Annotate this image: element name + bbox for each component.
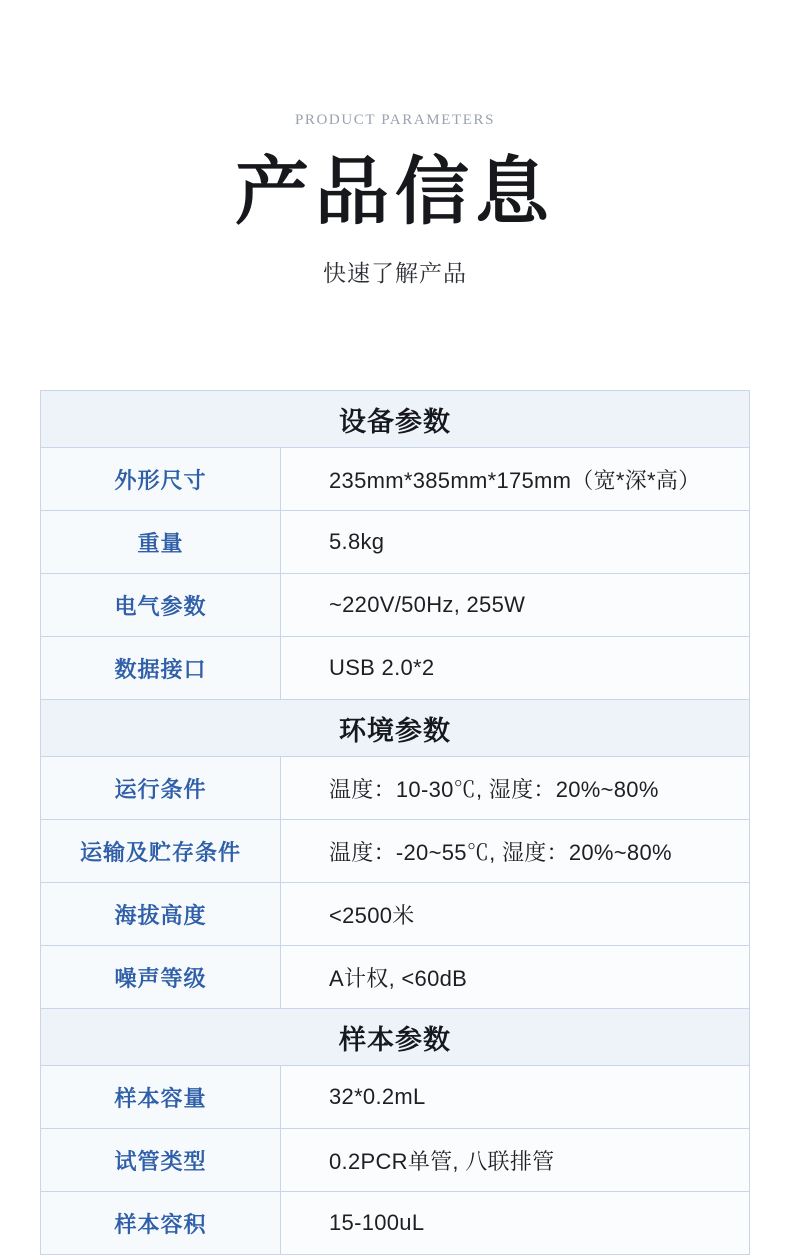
row-value-cell	[281, 1066, 749, 1128]
table-section-header	[41, 1009, 749, 1066]
header-eyebrow: PRODUCT PARAMETERS	[294, 112, 496, 128]
row-label-cell	[41, 574, 281, 636]
table-row	[41, 946, 749, 1009]
row-label-cell	[41, 946, 281, 1008]
row-label: 试管类型	[114, 1148, 207, 1174]
row-value: 32*0.2mL	[329, 1084, 426, 1109]
row-value: 5.8kg	[329, 529, 385, 554]
table-row	[41, 1129, 749, 1192]
table-row	[41, 1192, 749, 1255]
page-subtitle: 快速了解产品	[323, 259, 467, 286]
row-label: 噪声等级	[114, 965, 207, 991]
table-row	[41, 757, 749, 820]
row-label: 运行条件	[114, 776, 207, 802]
row-value-cell	[281, 820, 749, 882]
section-title: 环境参数	[339, 715, 451, 746]
row-value: 235mm*385mm*175mm（宽*深*高）	[329, 467, 701, 493]
row-label-cell	[41, 820, 281, 882]
row-value-cell	[281, 448, 749, 510]
row-label-cell	[41, 757, 281, 819]
row-label: 运输及贮存条件	[79, 839, 241, 865]
row-value: 0.2PCR单管, 八联排管	[329, 1148, 555, 1174]
table-row	[41, 448, 749, 511]
table-row	[41, 637, 749, 700]
row-value: ~220V/50Hz, 255W	[329, 592, 526, 617]
row-label-cell	[41, 511, 281, 573]
row-value-cell	[281, 757, 749, 819]
row-label-cell	[41, 637, 281, 699]
page-title: 产品信息	[235, 152, 555, 234]
table-section-header	[41, 391, 749, 448]
row-value: 15-100uL	[329, 1210, 425, 1235]
row-label: 电气参数	[114, 593, 207, 619]
row-label-cell	[41, 1192, 281, 1254]
row-label-cell	[41, 448, 281, 510]
row-label: 重量	[137, 530, 184, 556]
section-title: 设备参数	[339, 406, 451, 437]
row-label: 数据接口	[114, 656, 207, 682]
spec-table	[40, 390, 750, 1255]
row-value-cell	[281, 574, 749, 636]
row-value-cell	[281, 637, 749, 699]
table-section-header	[41, 700, 749, 757]
page-header	[0, 0, 790, 288]
row-label: 样本容积	[114, 1211, 207, 1237]
row-value: USB 2.0*2	[329, 655, 435, 680]
table-row	[41, 511, 749, 574]
row-value: 温度：10-30℃, 湿度：20%~80%	[329, 776, 659, 802]
row-label-cell	[41, 883, 281, 945]
row-value-cell	[281, 946, 749, 1008]
row-value-cell	[281, 1129, 749, 1191]
row-label: 外形尺寸	[114, 467, 207, 493]
row-label: 样本容量	[114, 1085, 207, 1111]
table-row	[41, 883, 749, 946]
table-row	[41, 820, 749, 883]
row-value-cell	[281, 883, 749, 945]
table-row	[41, 574, 749, 637]
row-value: A计权, <60dB	[329, 965, 468, 991]
row-value: 温度：-20~55℃, 湿度：20%~80%	[329, 839, 672, 865]
row-label: 海拔高度	[114, 902, 207, 928]
table-row	[41, 1066, 749, 1129]
row-label-cell	[41, 1066, 281, 1128]
row-label-cell	[41, 1129, 281, 1191]
section-title: 样本参数	[339, 1024, 451, 1055]
row-value: <2500米	[329, 902, 415, 928]
row-value-cell	[281, 511, 749, 573]
row-value-cell	[281, 1192, 749, 1254]
